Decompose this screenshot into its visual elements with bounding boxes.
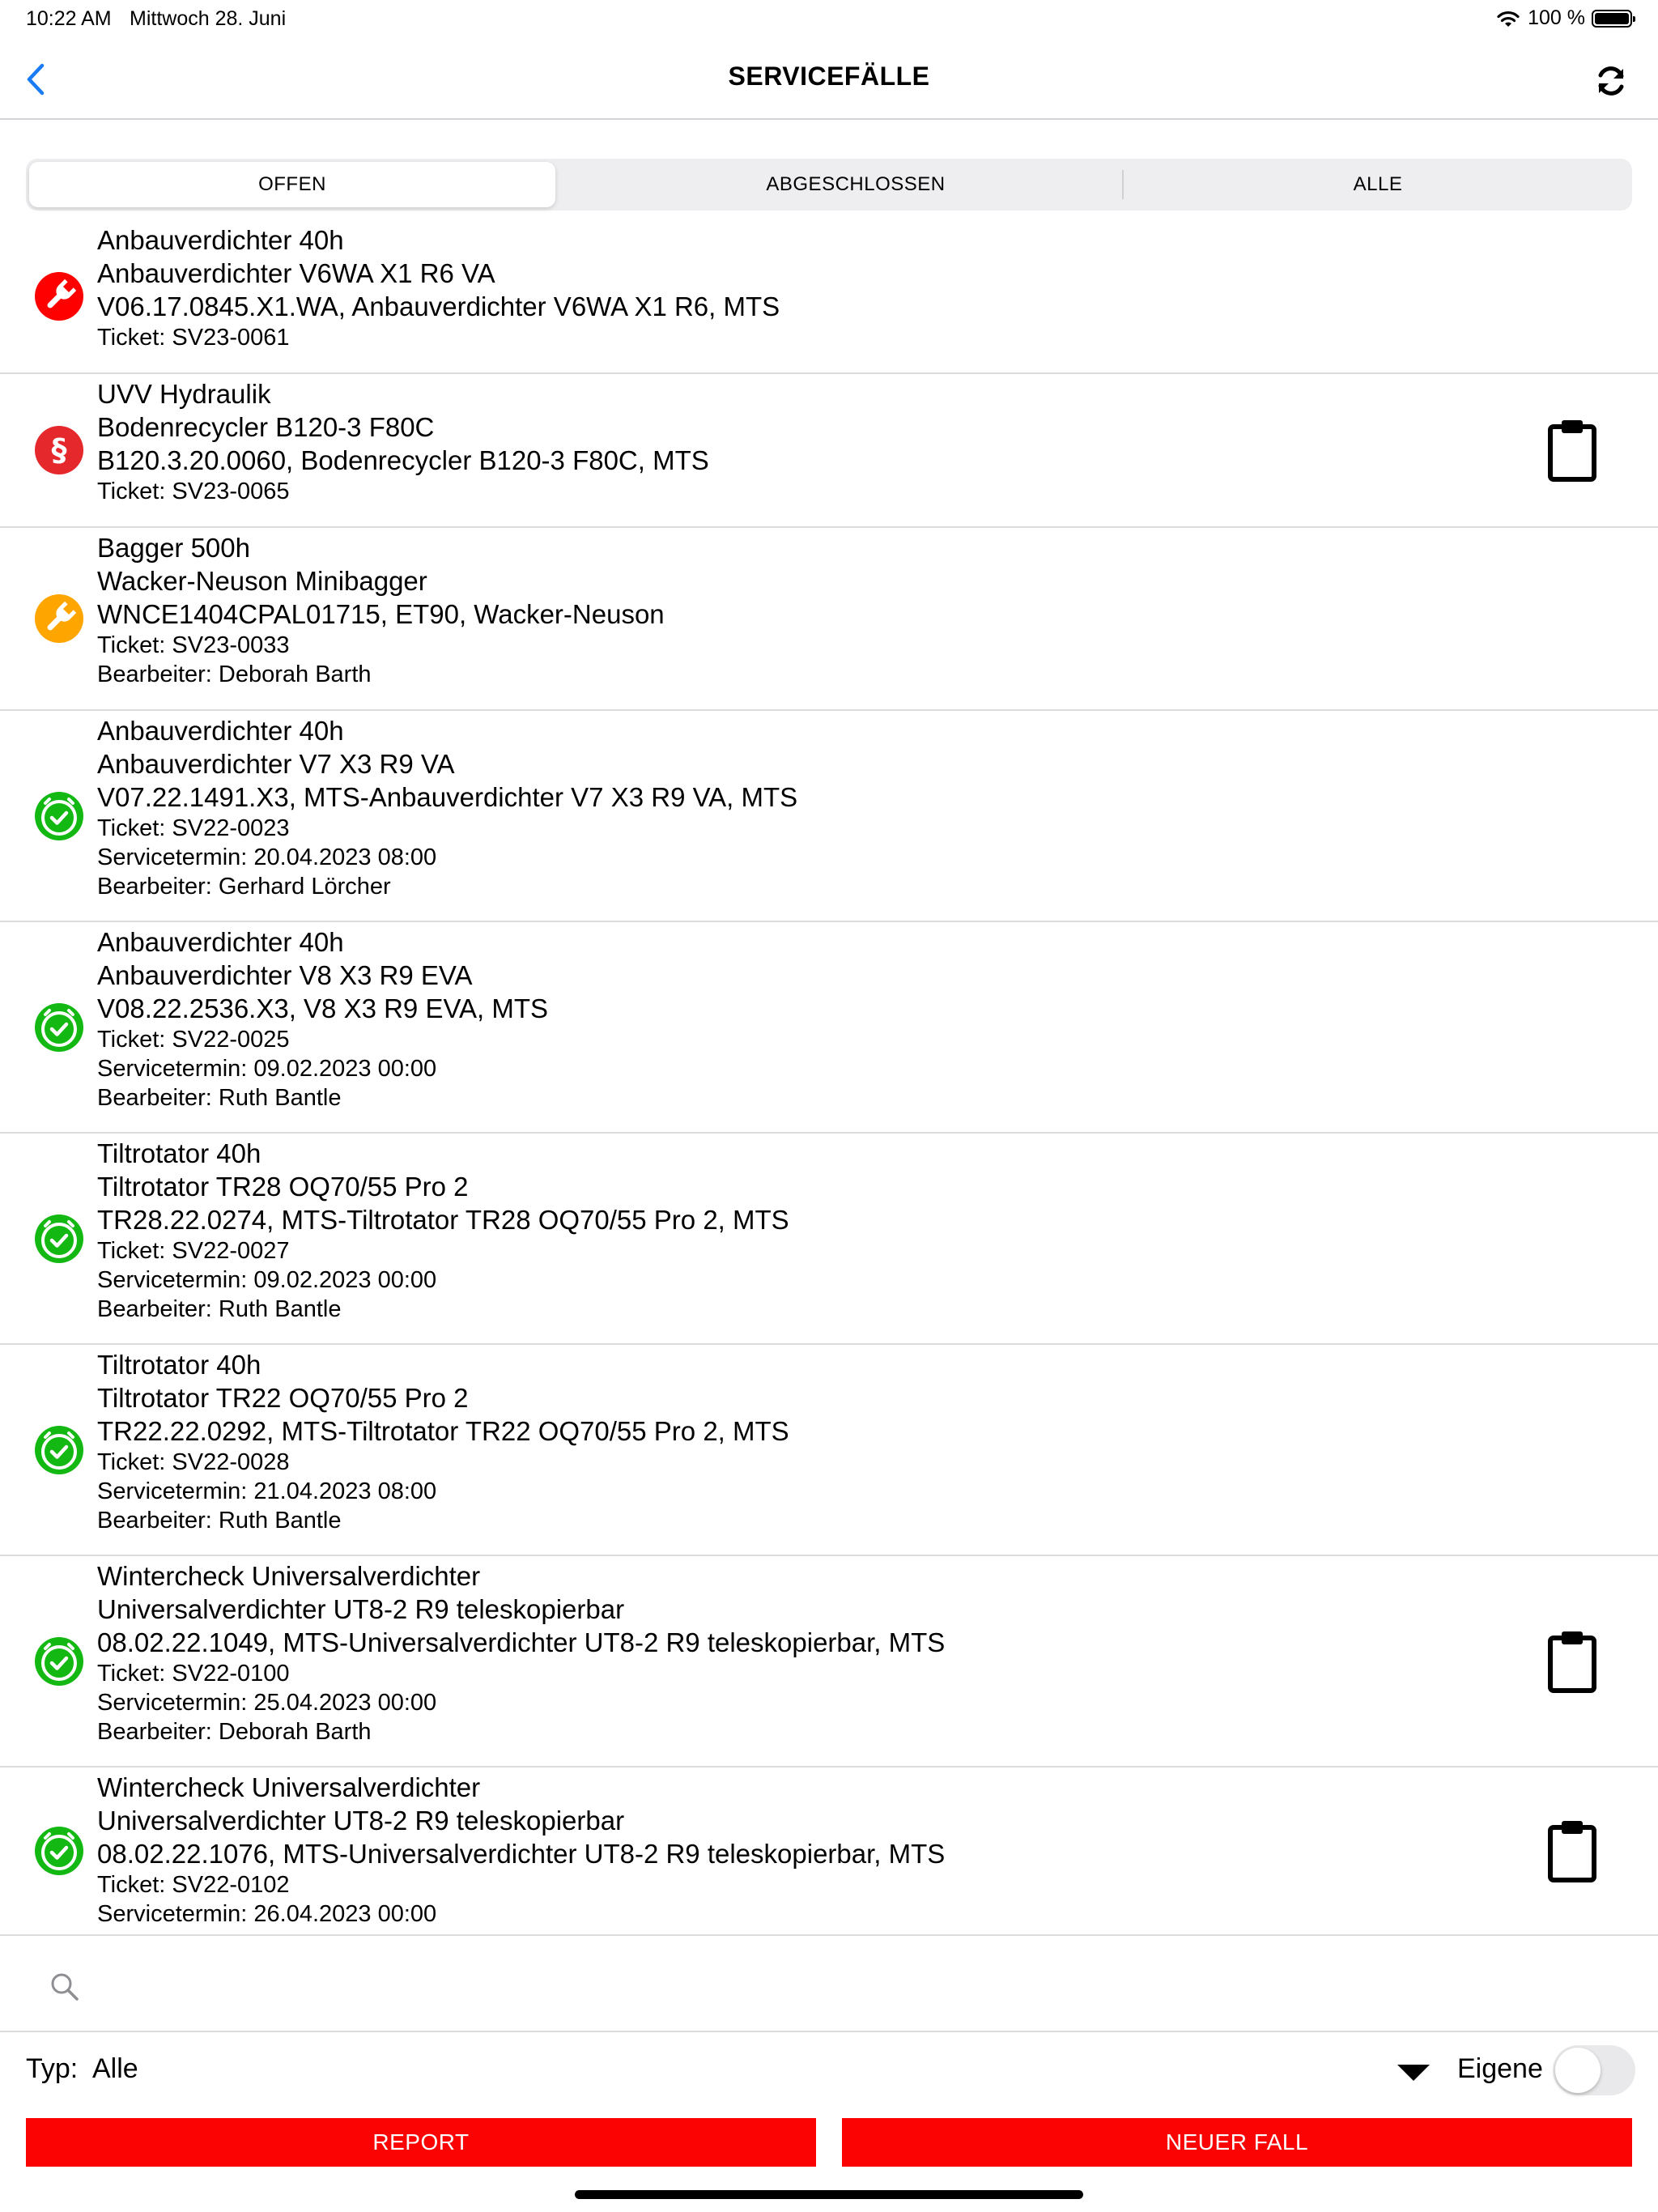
case-row[interactable] (0, 711, 1658, 922)
battery-percent: 100 % (1528, 6, 1585, 29)
status-date: Mittwoch 28. Juni (130, 7, 287, 30)
case-detail: Bearbeiter: Gerhard Lörcher (97, 874, 391, 900)
clipboard-icon[interactable] (1546, 1819, 1598, 1883)
case-text (97, 531, 665, 689)
case-title: Bagger 500h (97, 533, 250, 563)
svg-text:§: § (51, 432, 67, 468)
wrench-icon (34, 593, 84, 644)
case-row[interactable] (0, 1345, 1658, 1556)
clipboard-icon[interactable] (1546, 1629, 1598, 1694)
case-detail: Ticket: SV23-0033 (97, 632, 290, 658)
case-detail: Bearbeiter: Ruth Bantle (97, 1085, 342, 1111)
case-text (97, 714, 797, 901)
case-detail: Bearbeiter: Deborah Barth (97, 661, 372, 687)
case-serial: 08.02.22.1049, MTS-Universalverdichter UT8-2 R9 teleskopierbar, MTS (97, 1627, 946, 1657)
case-serial: V07.22.1491.X3, MTS-Anbauverdichter V7 X3 R9 VA, MTS (97, 782, 798, 812)
case-list (0, 220, 1658, 1936)
case-title: UVV Hydraulik (97, 379, 271, 409)
case-detail: Servicetermin: 09.02.2023 00:00 (97, 1267, 437, 1293)
case-machine: Universalverdichter UT8-2 R9 teleskopierbar (97, 1594, 625, 1624)
status-time: 10:22 AM (26, 7, 112, 30)
nav-bar (0, 39, 1658, 120)
case-text (97, 377, 709, 506)
report-button[interactable]: REPORT (26, 2118, 816, 2167)
case-row[interactable] (0, 1556, 1658, 1767)
case-title: Anbauverdichter 40h (97, 927, 344, 957)
case-detail: Servicetermin: 25.04.2023 00:00 (97, 1690, 437, 1716)
tab-abgeschlossen[interactable]: ABGESCHLOSSEN (766, 173, 946, 195)
case-detail: Bearbeiter: Ruth Bantle (97, 1296, 342, 1322)
case-detail: Servicetermin: 20.04.2023 08:00 (97, 844, 437, 870)
case-row[interactable] (0, 528, 1658, 711)
status-bar (0, 0, 1658, 39)
check-clock-icon (34, 1636, 84, 1687)
case-title: Tiltrotator 40h (97, 1350, 261, 1380)
case-detail: Ticket: SV22-0025 (97, 1027, 290, 1053)
case-text (97, 1137, 789, 1324)
case-text (97, 1348, 789, 1535)
case-serial: WNCE1404CPAL01715, ET90, Wacker-Neuson (97, 599, 665, 629)
case-title: Wintercheck Universalverdichter (97, 1561, 481, 1591)
case-title: Tiltrotator 40h (97, 1138, 261, 1168)
case-machine: Tiltrotator TR22 OQ70/55 Pro 2 (97, 1383, 469, 1413)
search-bar (0, 1943, 1658, 2032)
case-title: Anbauverdichter 40h (97, 716, 344, 746)
check-clock-icon (34, 1002, 84, 1053)
status-tabs (26, 159, 1632, 211)
case-machine: Bodenrecycler B120-3 F80C (97, 412, 435, 442)
refresh-button[interactable] (1587, 57, 1635, 105)
new-case-button[interactable]: NEUER FALL (842, 2118, 1632, 2167)
case-detail: Bearbeiter: Ruth Bantle (97, 1508, 342, 1534)
case-machine: Tiltrotator TR28 OQ70/55 Pro 2 (97, 1172, 469, 1202)
dropdown-caret-icon[interactable] (1397, 2065, 1430, 2081)
case-row[interactable] (0, 220, 1658, 374)
toggle-knob (1555, 2048, 1601, 2093)
case-detail: Ticket: SV23-0061 (97, 325, 290, 351)
check-clock-icon (34, 791, 84, 841)
case-machine: Universalverdichter UT8-2 R9 teleskopierbar (97, 1806, 625, 1836)
case-row[interactable] (0, 374, 1658, 528)
case-row[interactable] (0, 922, 1658, 1134)
case-machine: Anbauverdichter V6WA X1 R6 VA (97, 258, 495, 288)
case-text (97, 1771, 945, 1929)
case-detail: Servicetermin: 09.02.2023 00:00 (97, 1056, 437, 1082)
page-title: SERVICEFÄLLE (728, 62, 930, 91)
wifi-icon (1495, 9, 1521, 28)
case-detail: Ticket: SV23-0065 (97, 479, 290, 504)
case-detail: Ticket: SV22-0027 (97, 1238, 290, 1264)
wrench-icon (34, 271, 84, 321)
type-value[interactable]: Alle (92, 2053, 138, 2084)
case-detail: Servicetermin: 21.04.2023 08:00 (97, 1478, 437, 1504)
case-machine: Anbauverdichter V7 X3 R9 VA (97, 749, 455, 779)
case-title: Wintercheck Universalverdichter (97, 1772, 481, 1802)
type-label: Typ: (26, 2053, 79, 2084)
check-clock-icon (34, 1214, 84, 1264)
tab-separator (1122, 170, 1124, 199)
paragraph-icon (34, 425, 84, 475)
case-detail: Ticket: SV22-0023 (97, 815, 290, 841)
check-clock-icon (34, 1826, 84, 1876)
battery-icon (1592, 10, 1632, 28)
search-input[interactable] (97, 1963, 1606, 2013)
tab-alle[interactable]: ALLE (1353, 173, 1403, 195)
case-text (97, 925, 548, 1112)
case-serial: 08.02.22.1076, MTS-Universalverdichter UT8-2 R9 teleskopierbar, MTS (97, 1839, 946, 1869)
case-detail: Servicetermin: 26.04.2023 00:00 (97, 1901, 437, 1927)
case-text (97, 223, 780, 352)
case-detail: Ticket: SV22-0102 (97, 1872, 290, 1898)
case-row[interactable] (0, 1767, 1658, 1936)
case-detail: Ticket: SV22-0028 (97, 1449, 290, 1475)
case-text (97, 1559, 945, 1746)
case-serial: V06.17.0845.X1.WA, Anbauverdichter V6WA X1 R6, MTS (97, 291, 780, 321)
home-indicator (575, 2190, 1083, 2199)
filter-bar (0, 2034, 1658, 2105)
case-machine: Wacker-Neuson Minibagger (97, 566, 427, 596)
case-row[interactable] (0, 1134, 1658, 1345)
case-detail: Bearbeiter: Deborah Barth (97, 1719, 372, 1745)
refresh-icon (1593, 63, 1629, 99)
own-toggle[interactable] (1553, 2045, 1635, 2095)
own-label: Eigene (1457, 2053, 1543, 2084)
check-clock-icon (34, 1425, 84, 1475)
case-serial: B120.3.20.0060, Bodenrecycler B120-3 F80C, MTS (97, 445, 709, 475)
case-serial: TR28.22.0274, MTS-Tiltrotator TR28 OQ70/55 Pro 2, MTS (97, 1205, 789, 1235)
status-right (1495, 6, 1632, 30)
search-icon (49, 1971, 81, 2003)
case-machine: Anbauverdichter V8 X3 R9 EVA (97, 960, 473, 990)
case-serial: V08.22.2536.X3, V8 X3 R9 EVA, MTS (97, 993, 549, 1023)
case-detail: Ticket: SV22-0100 (97, 1661, 290, 1687)
tab-offen[interactable]: OFFEN (29, 162, 555, 207)
clipboard-icon[interactable] (1546, 418, 1598, 483)
case-title: Anbauverdichter 40h (97, 225, 344, 255)
case-serial: TR22.22.0292, MTS-Tiltrotator TR22 OQ70/55 Pro 2, MTS (97, 1416, 789, 1446)
